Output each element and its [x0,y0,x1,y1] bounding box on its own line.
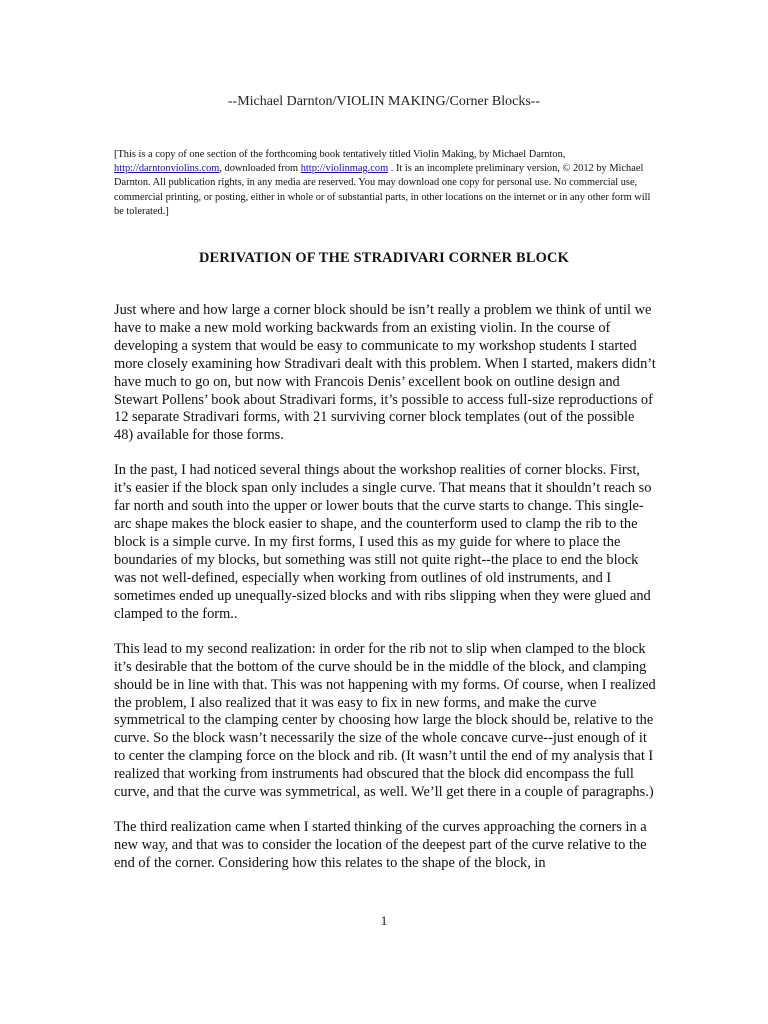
notice-text-3: . It is an incomplete preliminary version, © 2012 by Michael Darnton. All publication rights, in any media are reserved. You may download one copy for personal use. No commercial use, commercial printing, or posting, either in whole or of substantial parts, in other locations on the internet or in any other form will be tolerated.] [114,163,651,217]
violinmag-link[interactable]: http://violinmag.com [300,163,389,175]
section-title: DERIVATION OF THE STRADIVARI CORNER BLOCK [198,250,570,266]
paragraph: The third realization came when I started thinking of the curves approaching the corners in a new way, and that was to consider the location of the deepest part of the curve relative to the end of the corner. Considering how this relates to the shape of the block, in [114,819,647,871]
notice-text-1: [This is a copy of one section of the forthcoming book tentatively titled Violin Making, by Michael Darnton, [114,149,566,160]
copyright-notice [114,148,654,219]
darntonviolins-link[interactable]: http://darntonviolins.com [114,163,220,175]
paragraph: This lead to my second realization: in order for the rib not to slip when clamped to the block it’s desirable that the bottom of the curve should be in the middle of the block, and clamping should be in line with that. This was not happening with my forms. Of course, when I realized the problem, I also realized that it was easy to fix in new forms, and make the curve symmetrical to the clamping center by choosing how large the block should be, relative to the curve. So the block wasn’t necessarily the size of the whole concave curve--just enough of it to center the clamping force on the block and rib. (It wasn’t until the end of my analysis that I realized that working from instruments had obscured that the block did encompass the full curve, and that the curve was symmetrical, as well. We’ll get there in a couple of paragraphs.) [114,640,656,801]
notice-text-2: , downloaded from [219,163,301,175]
running-header: --Michael Darnton/VIOLIN MAKING/Corner Blocks-- [227,94,541,109]
paragraph: Just where and how large a corner block should be isn’t really a problem we think of until we have to make a new mold working backwards from an existing violin. In the course of developing a system that would be easy to communicate to my workshop students I started more closely examining how Stradivari dealt with this problem. When I started, makers didn’t have much to go on, but now with Francois Denis’ excellent book on outline design and Stewart Pollens’ book about Stradivari forms, it’s possible to access full-size reproductions of 12 separate Stradivari forms, with 21 surviving corner block templates (out of the possible 48) available for those forms. [114,302,656,444]
body-text [114,302,656,890]
page-number: 1 [380,913,388,928]
paragraph: In the past, I had noticed several things about the workshop realities of corner blocks. First, it’s easier if the block span only includes a single curve. That means that it shouldn’t reach so far north and south into the upper or lower bouts that the curve starts to change. This single-arc shape makes the block easier to shape, and the counterform used to clamp the rib to the block is a simple curve. In my first forms, I used this as my guide for where to place the boundaries of my blocks, but something was still not quite right--the place to end the block was not well-defined, especially when working from outlines of old instruments, and I sometimes ended up unequally-sized blocks and with ribs slipping when they were glued and clamped to the form.. [114,462,652,622]
